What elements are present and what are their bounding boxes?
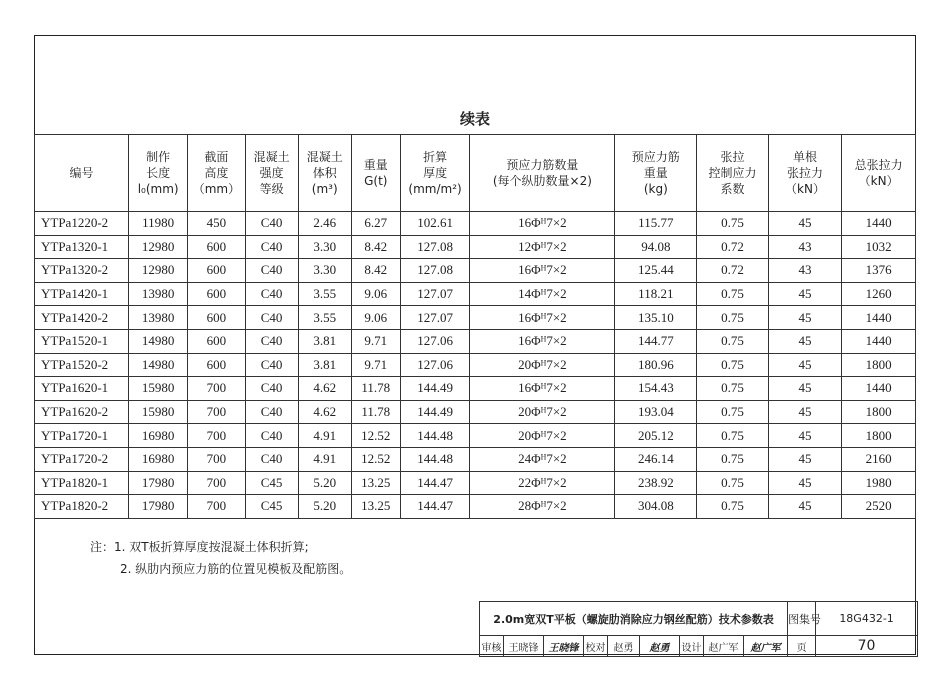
table-cell: YTPa1620-1 — [35, 377, 129, 401]
table-cell: C45 — [245, 495, 298, 519]
table-cell: C40 — [245, 353, 298, 377]
table-cell: C45 — [245, 471, 298, 495]
table-cell: 144.49 — [400, 377, 469, 401]
table-row — [35, 424, 916, 448]
table-cell: 2160 — [842, 447, 916, 471]
table-cell: 600 — [188, 306, 245, 330]
column-header-line: (每个纵肋数量×2) — [492, 174, 592, 188]
table-cell: 15980 — [129, 377, 188, 401]
table-cell: 43 — [768, 259, 842, 283]
table-cell: 3.81 — [298, 329, 351, 353]
table-cell: 115.77 — [615, 212, 697, 236]
table-cell: 0.75 — [697, 329, 769, 353]
column-header — [842, 135, 916, 212]
table-cell: 1440 — [842, 377, 916, 401]
table-cell: 22Φᴴ7×2 — [470, 471, 615, 495]
review-label: 审核 — [480, 636, 504, 657]
table-cell: 43 — [768, 235, 842, 259]
table-cell: 13980 — [129, 282, 188, 306]
column-header-line: (kg) — [643, 182, 668, 196]
table-cell: 8.42 — [351, 235, 400, 259]
table-cell: 5.20 — [298, 495, 351, 519]
atlas-number: 18G432-1 — [816, 602, 918, 636]
table-cell: 14Φᴴ7×2 — [470, 282, 615, 306]
page-number: 70 — [816, 636, 918, 657]
table-row — [35, 306, 916, 330]
table-cell: 1440 — [842, 329, 916, 353]
table-cell: 0.75 — [697, 377, 769, 401]
column-header-line: 控制应力 — [708, 166, 757, 180]
review-name: 王晓锋 — [504, 636, 544, 657]
table-cell: 304.08 — [615, 495, 697, 519]
table-cell: 14980 — [129, 353, 188, 377]
check-label: 校对 — [584, 636, 608, 657]
table-cell: YTPa1720-2 — [35, 447, 129, 471]
table-row — [35, 259, 916, 283]
column-header-line: (m³) — [311, 182, 338, 196]
table-cell: 3.30 — [298, 235, 351, 259]
table-cell: 1440 — [842, 306, 916, 330]
table-cell: 700 — [188, 447, 245, 471]
column-header-line: （kN） — [785, 182, 825, 196]
column-header-line: 预应力筋数量 — [506, 158, 579, 172]
table-cell: 238.92 — [615, 471, 697, 495]
table-cell: 144.47 — [400, 495, 469, 519]
table-cell: 45 — [768, 471, 842, 495]
table-cell: 154.43 — [615, 377, 697, 401]
table-cell: 45 — [768, 306, 842, 330]
table-cell: 13980 — [129, 306, 188, 330]
table-cell: 45 — [768, 447, 842, 471]
table-cell: 1032 — [842, 235, 916, 259]
table-cell: 17980 — [129, 471, 188, 495]
table-cell: 127.06 — [400, 353, 469, 377]
title-block — [479, 601, 918, 657]
design-signature: 赵广军 — [744, 636, 788, 657]
column-header — [351, 135, 400, 212]
table-cell: 127.07 — [400, 282, 469, 306]
table-row — [35, 353, 916, 377]
table-cell: YTPa1320-2 — [35, 259, 129, 283]
table-cell: 17980 — [129, 495, 188, 519]
column-header-line: 张拉力 — [787, 166, 824, 180]
table-row — [35, 447, 916, 471]
table-cell: 16980 — [129, 447, 188, 471]
notes — [90, 536, 351, 580]
table-cell: 700 — [188, 495, 245, 519]
table-cell: 118.21 — [615, 282, 697, 306]
table-cell: 94.08 — [615, 235, 697, 259]
table-cell: YTPa1320-1 — [35, 235, 129, 259]
table-cell: 12980 — [129, 259, 188, 283]
table-cell: 11980 — [129, 212, 188, 236]
table-cell: 0.75 — [697, 212, 769, 236]
table-cell: 4.62 — [298, 400, 351, 424]
table-row — [35, 235, 916, 259]
table-row — [35, 212, 916, 236]
table-cell: 16Φᴴ7×2 — [470, 306, 615, 330]
table-cell: 0.75 — [697, 447, 769, 471]
table-cell: 600 — [188, 259, 245, 283]
table-cell: 0.72 — [697, 259, 769, 283]
table-cell: C40 — [245, 447, 298, 471]
table-cell: 127.08 — [400, 259, 469, 283]
column-header-line: （mm） — [192, 182, 241, 196]
column-header — [298, 135, 351, 212]
table-row — [35, 377, 916, 401]
table-cell: 3.30 — [298, 259, 351, 283]
table-cell: 144.49 — [400, 400, 469, 424]
table-cell: 45 — [768, 353, 842, 377]
table-cell: C40 — [245, 306, 298, 330]
column-header-line: 总张拉力 — [854, 158, 903, 172]
table-cell: 127.06 — [400, 329, 469, 353]
table-cell: 12980 — [129, 235, 188, 259]
table-cell: 45 — [768, 329, 842, 353]
table-cell: 0.75 — [697, 353, 769, 377]
column-header-line: 编号 — [69, 166, 94, 180]
column-header-line: 混凝土 — [253, 150, 290, 164]
column-header-line: 高度 — [204, 166, 229, 180]
table-cell: 3.55 — [298, 282, 351, 306]
table-cell: 0.75 — [697, 495, 769, 519]
table-cell: 9.71 — [351, 329, 400, 353]
table-cell: 144.47 — [400, 471, 469, 495]
table-cell: 45 — [768, 400, 842, 424]
column-header-line: （kN） — [858, 174, 899, 188]
table-cell: 102.61 — [400, 212, 469, 236]
table-cell: YTPa1620-2 — [35, 400, 129, 424]
column-header — [35, 135, 129, 212]
table-cell: 4.62 — [298, 377, 351, 401]
table-cell: 2520 — [842, 495, 916, 519]
column-header-line: 折算 — [423, 150, 448, 164]
table-cell: 600 — [188, 235, 245, 259]
check-name: 赵勇 — [608, 636, 640, 657]
table-cell: 193.04 — [615, 400, 697, 424]
design-label: 设计 — [680, 636, 704, 657]
table-cell: 6.27 — [351, 212, 400, 236]
table-cell: 28Φᴴ7×2 — [470, 495, 615, 519]
note-2: 2. 纵肋内预应力筋的位置见模板及配筋图。 — [120, 562, 352, 576]
table-cell: 45 — [768, 424, 842, 448]
table-cell: 0.72 — [697, 235, 769, 259]
table-cell: 600 — [188, 329, 245, 353]
table-cell: 45 — [768, 377, 842, 401]
design-name: 赵广军 — [704, 636, 744, 657]
column-header — [615, 135, 697, 212]
table-cell: 1440 — [842, 212, 916, 236]
table-body — [35, 212, 916, 519]
note-1: 注：1. 双T板折算厚度按混凝土体积折算; — [90, 540, 309, 554]
table-cell: 1800 — [842, 400, 916, 424]
column-header — [188, 135, 245, 212]
table-cell: 9.06 — [351, 306, 400, 330]
column-header-line: 体积 — [312, 166, 337, 180]
table-cell: 15980 — [129, 400, 188, 424]
table-cell: 16Φᴴ7×2 — [470, 329, 615, 353]
table-cell: 16Φᴴ7×2 — [470, 212, 615, 236]
column-header-line: l₀(mm) — [137, 182, 179, 196]
column-header-line: G(t) — [364, 174, 388, 188]
table-cell: 205.12 — [615, 424, 697, 448]
table-cell: 600 — [188, 353, 245, 377]
table-cell: 1800 — [842, 424, 916, 448]
column-header-line: 张拉 — [720, 150, 745, 164]
table-cell: 144.48 — [400, 424, 469, 448]
table-cell: 700 — [188, 400, 245, 424]
table-cell: C40 — [245, 259, 298, 283]
table-cell: 246.14 — [615, 447, 697, 471]
column-header-line: 厚度 — [423, 166, 448, 180]
parameter-table — [34, 134, 916, 519]
table-cell: 12.52 — [351, 447, 400, 471]
table-cell: 1800 — [842, 353, 916, 377]
table-cell: 600 — [188, 282, 245, 306]
column-header-line: 重量 — [363, 158, 388, 172]
table-cell: 1980 — [842, 471, 916, 495]
table-cell: 9.71 — [351, 353, 400, 377]
table-cell: 700 — [188, 424, 245, 448]
table-cell: 2.46 — [298, 212, 351, 236]
table-cell: C40 — [245, 377, 298, 401]
table-cell: 700 — [188, 471, 245, 495]
table-cell: 16Φᴴ7×2 — [470, 259, 615, 283]
drawing-title: 2.0m宽双T平板（螺旋肋消除应力钢丝配筋）技术参数表 — [480, 602, 788, 636]
check-signature: 赵勇 — [640, 636, 680, 657]
table-cell: YTPa1520-1 — [35, 329, 129, 353]
table-cell: 13.25 — [351, 471, 400, 495]
column-header-line: 单根 — [793, 150, 818, 164]
table-cell: YTPa1820-1 — [35, 471, 129, 495]
table-cell: 45 — [768, 282, 842, 306]
table-cell: YTPa1420-1 — [35, 282, 129, 306]
table-cell: 20Φᴴ7×2 — [470, 353, 615, 377]
column-header — [470, 135, 615, 212]
table-cell: 0.75 — [697, 400, 769, 424]
column-header-line: 强度 — [259, 166, 284, 180]
column-header-line: 重量 — [643, 166, 668, 180]
table-cell: 0.75 — [697, 424, 769, 448]
table-cell: 127.08 — [400, 235, 469, 259]
table-cell: 20Φᴴ7×2 — [470, 424, 615, 448]
table-cell: YTPa1220-2 — [35, 212, 129, 236]
table-cell: 450 — [188, 212, 245, 236]
table-cell: 1260 — [842, 282, 916, 306]
table-row — [35, 282, 916, 306]
table-cell: C40 — [245, 329, 298, 353]
table-cell: 0.75 — [697, 306, 769, 330]
drawing-frame — [34, 35, 916, 655]
table-header-row — [35, 135, 916, 212]
table-cell: 135.10 — [615, 306, 697, 330]
table-cell: 13.25 — [351, 495, 400, 519]
table-cell: C40 — [245, 424, 298, 448]
table-cell: 14980 — [129, 329, 188, 353]
table-cell: C40 — [245, 212, 298, 236]
table-cell: 12Φᴴ7×2 — [470, 235, 615, 259]
table-cell: YTPa1420-2 — [35, 306, 129, 330]
atlas-label: 图集号 — [788, 602, 816, 636]
column-header — [768, 135, 842, 212]
table-cell: 8.42 — [351, 259, 400, 283]
table-cell: 5.20 — [298, 471, 351, 495]
column-header-line: 预应力筋 — [631, 150, 680, 164]
column-header-line: 系数 — [720, 182, 745, 196]
table-cell: C40 — [245, 235, 298, 259]
table-cell: 20Φᴴ7×2 — [470, 400, 615, 424]
table-cell: 144.77 — [615, 329, 697, 353]
table-cell: 1376 — [842, 259, 916, 283]
table-cell: 0.75 — [697, 471, 769, 495]
table-cell: 127.07 — [400, 306, 469, 330]
column-header-line: 制作 — [146, 150, 171, 164]
table-cell: C40 — [245, 282, 298, 306]
table-cell: 11.78 — [351, 400, 400, 424]
table-title: 续表 — [459, 110, 490, 128]
table-cell: 144.48 — [400, 447, 469, 471]
table-row — [35, 329, 916, 353]
table-row — [35, 495, 916, 519]
table-cell: 16980 — [129, 424, 188, 448]
table-cell: 700 — [188, 377, 245, 401]
table-cell: 3.55 — [298, 306, 351, 330]
table-cell: YTPa1520-2 — [35, 353, 129, 377]
column-header-line: 等级 — [259, 182, 284, 196]
review-signature: 王晓锋 — [544, 636, 584, 657]
column-header-line: 截面 — [204, 150, 229, 164]
table-cell: C40 — [245, 400, 298, 424]
table-cell: 24Φᴴ7×2 — [470, 447, 615, 471]
column-header-line: 混凝土 — [306, 150, 343, 164]
table-cell: YTPa1820-2 — [35, 495, 129, 519]
table-cell: 0.75 — [697, 282, 769, 306]
table-cell: 125.44 — [615, 259, 697, 283]
column-header-line: 长度 — [146, 166, 171, 180]
table-cell: 180.96 — [615, 353, 697, 377]
table-cell: 16Φᴴ7×2 — [470, 377, 615, 401]
column-header — [400, 135, 469, 212]
table-cell: 11.78 — [351, 377, 400, 401]
column-header — [697, 135, 769, 212]
table-row — [35, 400, 916, 424]
column-header — [129, 135, 188, 212]
table-cell: 4.91 — [298, 447, 351, 471]
page-label: 页 — [788, 636, 816, 657]
table-cell: 12.52 — [351, 424, 400, 448]
table-row — [35, 471, 916, 495]
table-cell: 4.91 — [298, 424, 351, 448]
column-header-line: (mm/m²) — [408, 182, 462, 196]
table-cell: 45 — [768, 212, 842, 236]
table-cell: YTPa1720-1 — [35, 424, 129, 448]
column-header — [245, 135, 298, 212]
table-cell: 3.81 — [298, 353, 351, 377]
table-cell: 9.06 — [351, 282, 400, 306]
table-cell: 45 — [768, 495, 842, 519]
